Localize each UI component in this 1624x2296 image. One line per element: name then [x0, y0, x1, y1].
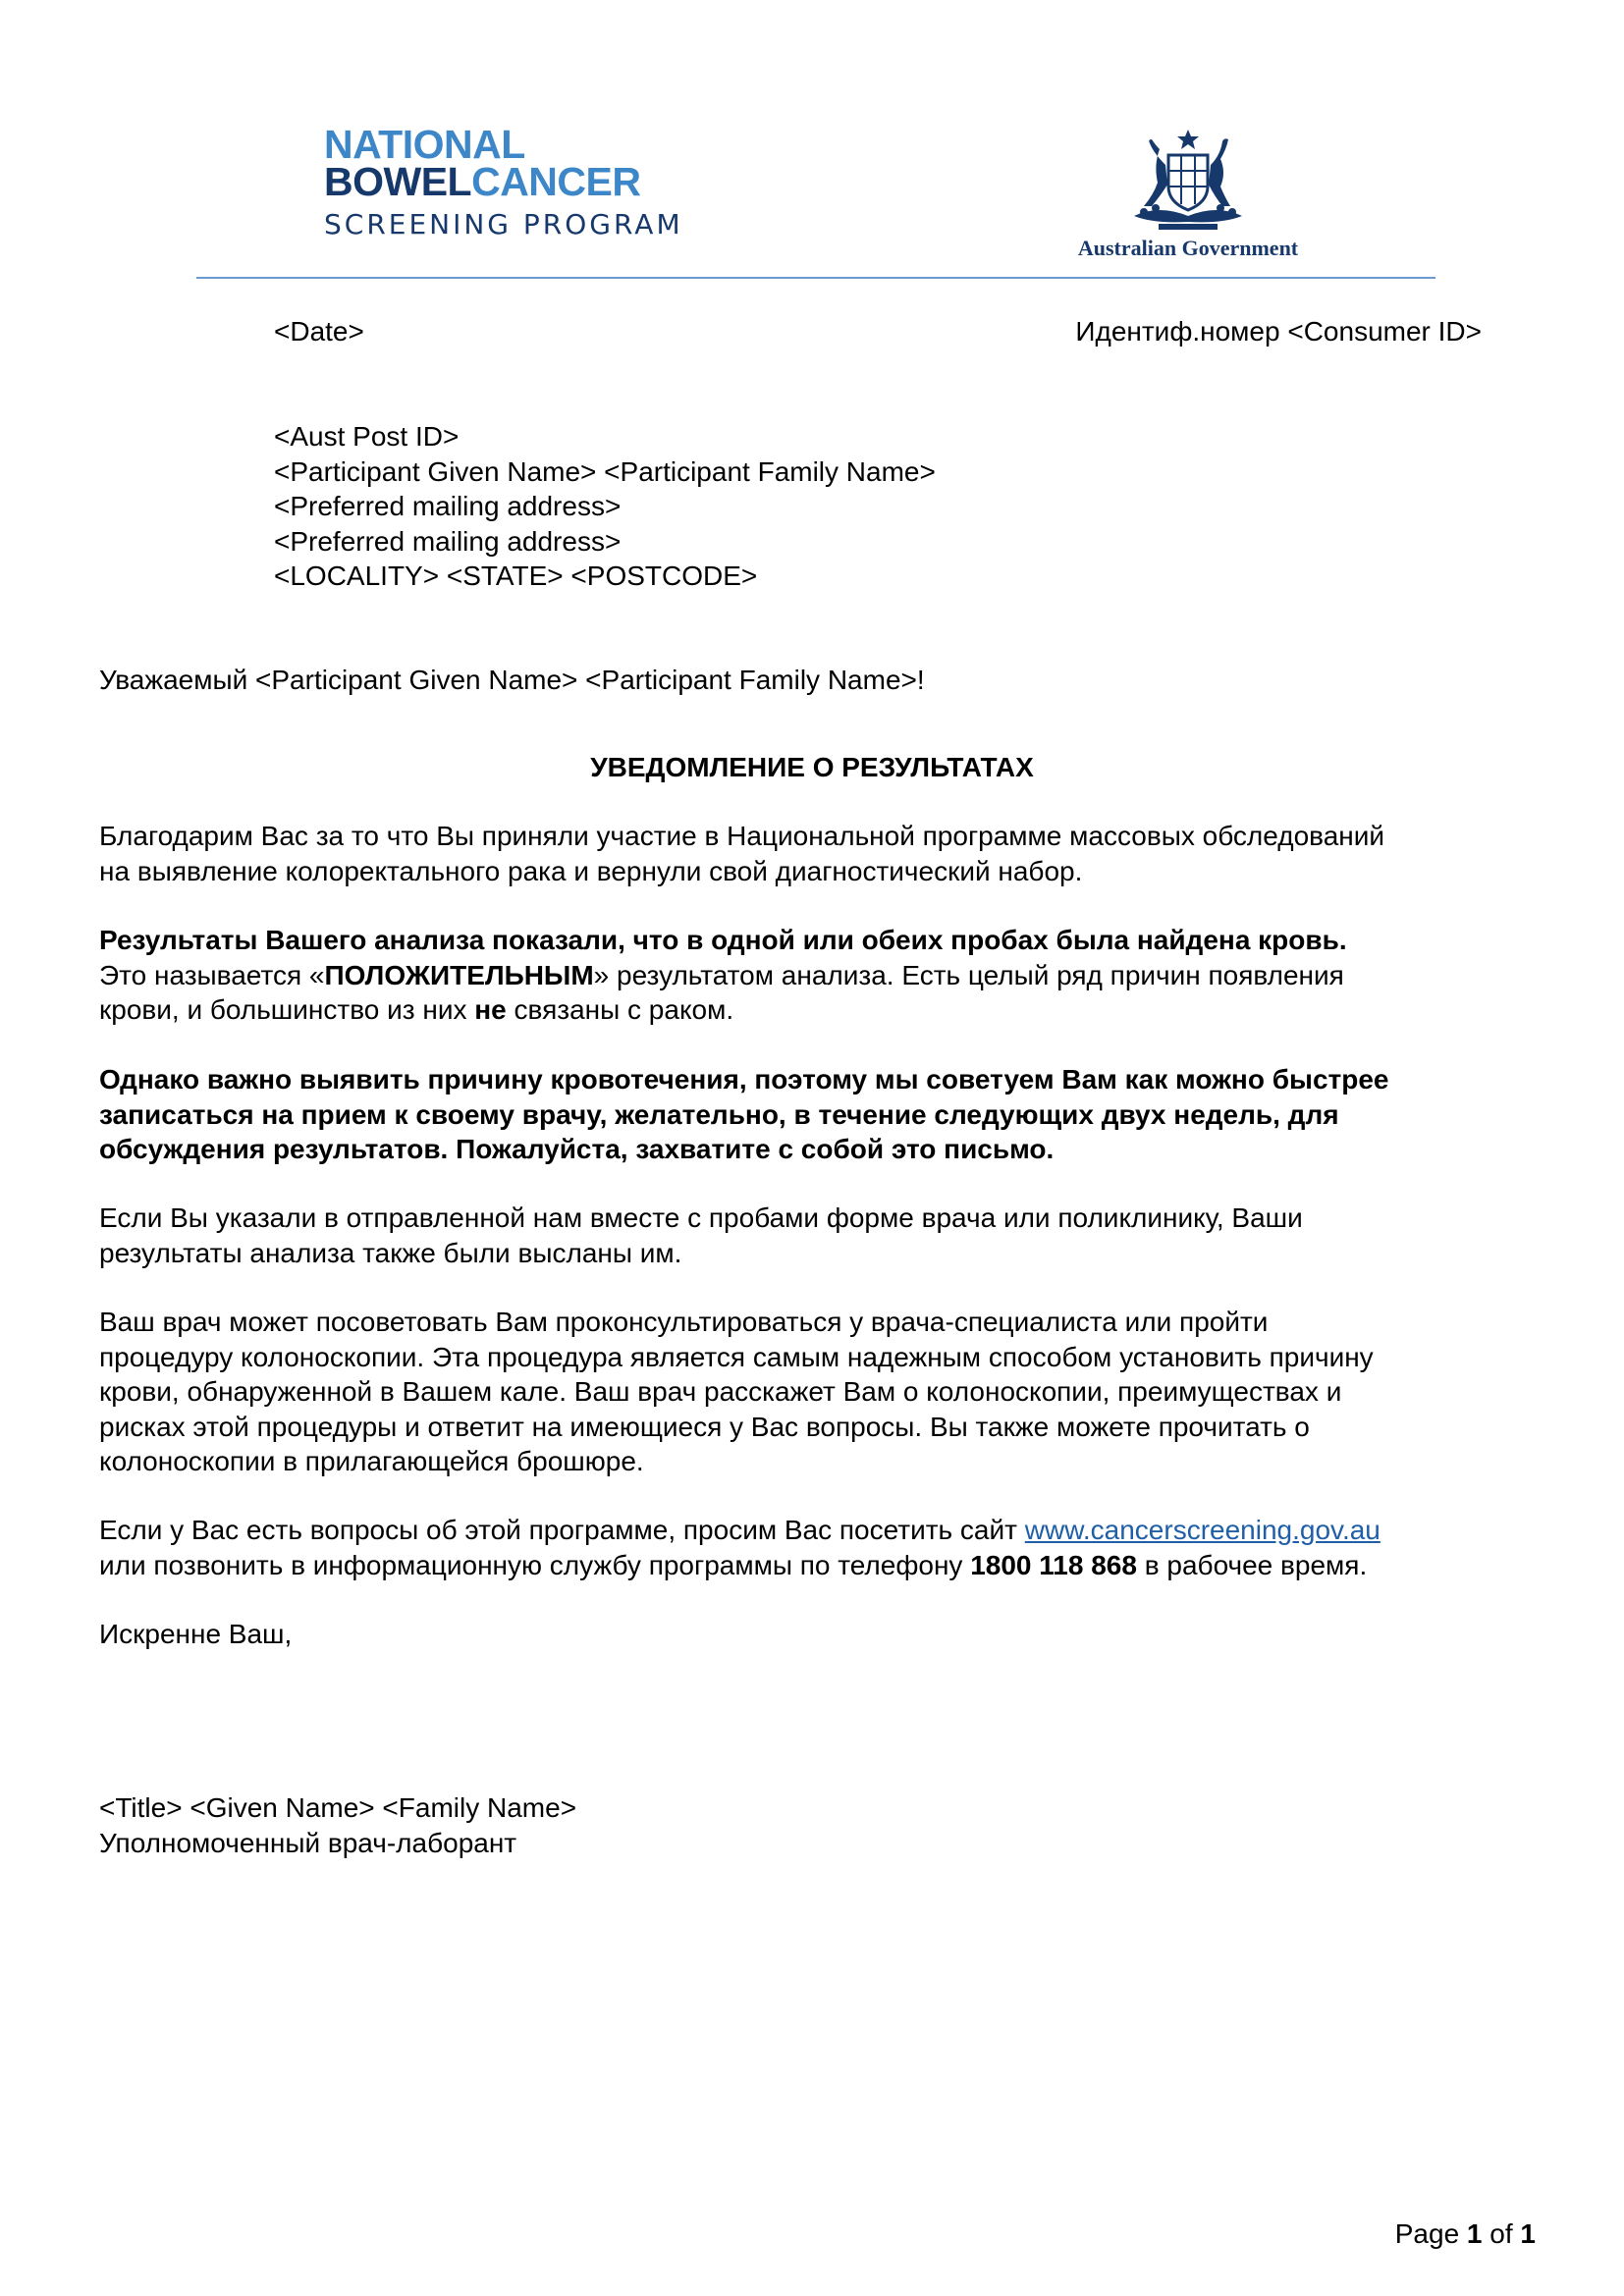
address-block — [274, 419, 1452, 594]
paragraph-line: обсуждения результатов. Пожалуйста, захватите с собой это письмо. — [99, 1134, 1055, 1164]
paragraph-contact — [99, 1513, 1533, 1582]
salutation: Уважаемый <Participant Given Name> <Participant Family Name>! — [99, 665, 925, 695]
paragraph-line: результаты анализа также были высланы им. — [99, 1237, 682, 1268]
positive-result-label: ПОЛОЖИТЕЛЬНЫМ — [324, 959, 594, 990]
paragraph-line: процедуру колоноскопии. Эта процедура является самым надежным способом установить причину — [99, 1341, 1374, 1372]
text-fragment: Это называется « — [99, 959, 325, 990]
text-fragment: в рабочее время. — [1136, 1549, 1368, 1580]
signature-block — [99, 1790, 1533, 1860]
program-logo-bowel: BOWEL — [324, 159, 472, 204]
paragraph-colonoscopy — [99, 1305, 1533, 1479]
current-page: 1 — [1466, 2218, 1483, 2249]
program-logo-line1: NATIONAL — [324, 122, 525, 167]
paragraph-line: крови, обнаруженной в Вашем кале. Ваш врач расскажет Вам о колоноскопии, преимуществах и — [99, 1376, 1342, 1407]
total-pages: 1 — [1520, 2218, 1536, 2249]
page-number — [1395, 2218, 1536, 2250]
paragraph-doctor-notified — [99, 1201, 1533, 1270]
paragraph-line: Если Вы указали в отправленной нам вместе с пробами форме врача или поликлинику, Ваши — [99, 1202, 1303, 1233]
government-logo — [1060, 126, 1316, 261]
paragraph-line: Однако важно выявить причину кровотечения, поэтому мы советуем Вам как можно быстрее — [99, 1064, 1389, 1095]
emphasis-not: не — [474, 994, 507, 1025]
paragraph-line: колоноскопии в прилагающейся брошюре. — [99, 1446, 644, 1476]
program-logo-line3: SCREENING PROGRAM — [324, 208, 683, 240]
program-logo-cancer: CANCER — [471, 159, 641, 204]
paragraph-result — [99, 923, 1533, 1028]
paragraph-line — [99, 1548, 1533, 1583]
letter-heading: УВЕДОМЛЕНИЕ О РЕЗУЛЬТАТАХ — [590, 752, 1034, 782]
text-fragment: крови, и большинство из них — [99, 994, 475, 1025]
address-line: <Aust Post ID> — [274, 421, 460, 452]
text-fragment: или позвонить в информационную службу программы по телефону — [99, 1549, 971, 1580]
date-placeholder: <Date> — [274, 316, 364, 347]
paragraph-line — [99, 1513, 1533, 1548]
program-logo — [324, 122, 697, 240]
text-fragment: связаны с раком. — [506, 994, 734, 1025]
government-logo-text: Australian Government — [1077, 236, 1299, 260]
signature-name: <Title> <Given Name> <Family Name> — [99, 1792, 577, 1823]
phone-number: 1800 118 868 — [970, 1549, 1137, 1580]
consumer-id: Идентиф.номер <Consumer ID> — [1075, 316, 1482, 347]
paragraph-line: Благодарим Вас за то что Вы приняли участие в Национальной программе массовых обследований — [99, 821, 1385, 851]
coat-of-arms-icon — [1114, 126, 1262, 234]
paragraph-line: записаться на прием к своему врачу, желательно, в течение следующих двух недель, для — [99, 1098, 1339, 1130]
address-line: <Preferred mailing address> — [274, 491, 622, 521]
result-statement: Результаты Вашего анализа показали, что в одной или обеих пробах была найдена кровь. — [99, 925, 1347, 955]
address-line: <Participant Given Name> <Participant Family Name> — [274, 455, 936, 487]
text-fragment: Если у Вас есть вопросы об этой программе, просим Вас посетить сайт — [99, 1515, 1025, 1545]
address-line: <LOCALITY> <STATE> <POSTCODE> — [274, 561, 758, 591]
address-line: <Preferred mailing address> — [274, 525, 622, 557]
paragraph-thanks — [99, 819, 1533, 888]
paragraph-line: на выявление колоректального рака и вернули свой диагностический набор. — [99, 855, 1083, 886]
paragraph-line — [99, 958, 1533, 993]
signature-role: Уполномоченный врач-лаборант — [99, 1827, 517, 1858]
page-word: Page — [1394, 2218, 1467, 2249]
program-logo-line2 — [324, 159, 697, 204]
paragraph-line: Ваш врач может посоветовать Вам проконсультироваться у врача-специалиста или пройти — [99, 1307, 1269, 1337]
header-divider — [196, 277, 1435, 279]
website-link[interactable]: www.cancerscreening.gov.au — [1024, 1515, 1380, 1545]
paragraph-advice — [99, 1062, 1533, 1167]
closing: Искренне Ваш, — [99, 1619, 293, 1649]
text-fragment: » результатом анализа. Есть целый ряд причин появления — [593, 959, 1344, 990]
paragraph-line: рисках этой процедуры и ответит на имеющиеся у Вас вопросы. Вы также можете прочитать о — [99, 1411, 1310, 1442]
of-word: of — [1482, 2218, 1521, 2249]
paragraph-line — [99, 992, 1533, 1028]
